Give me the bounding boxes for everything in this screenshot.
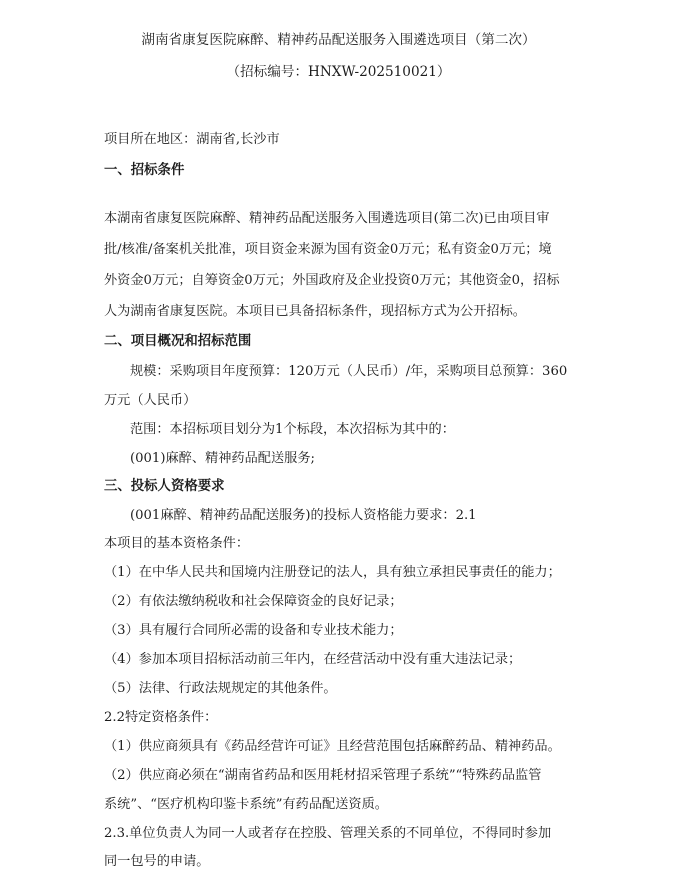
budget-line-cont: 万元（人民币）	[104, 393, 197, 408]
special-conditions-title: 2.2特定资格条件：	[104, 710, 218, 725]
note-line: 2.3.单位负责人为同一人或者存在控股、管理关系的不同单位，不得同时参加	[104, 826, 552, 841]
basic-condition-item: （5）法律、行政法规规定的其他条件。	[104, 681, 337, 696]
tender-number: （招标编号：HNXW-202510021）	[226, 64, 451, 80]
document-title: 湖南省康复医院麻醉、精神药品配送服务入围遴选项目（第二次）	[141, 32, 536, 48]
basic-conditions-title: 本项目的基本资格条件：	[104, 536, 250, 551]
section-1-paragraph-line: 外资金0万元；自筹资金0万元；外国政府及企业投资0万元；其他资金0，招标	[104, 273, 560, 288]
special-condition-item-cont: 系统”、“医疗机构印鉴卡系统”有药品配送资质。	[104, 797, 388, 812]
budget-line: 规模：采购项目年度预算：120万元（人民币）/年，采购项目总预算：360	[130, 364, 568, 379]
special-condition-item: （2）供应商必须在“湖南省药品和医用耗材招采管理子系统”“特殊药品监管	[104, 768, 542, 783]
scope-line: 范围：本招标项目划分为1个标段，本次招标为其中的：	[130, 422, 455, 437]
section-1-paragraph-line: 批/核准/备案机关批准，项目资金来源为国有资金0万元；私有资金0万元；境	[104, 242, 552, 257]
section-1-heading: 一、招标条件	[104, 163, 185, 178]
basic-condition-item: （2）有依法缴纳税收和社会保障资金的良好记录；	[104, 594, 403, 609]
note-line-cont: 同一包号的申请。	[104, 854, 210, 869]
section-1-paragraph-line: 本湖南省康复医院麻醉、精神药品配送服务入围遴选项目(第二次)已由项目审	[104, 211, 550, 226]
section-2-heading: 二、项目概况和招标范围	[104, 334, 252, 349]
special-condition-item: （1）供应商须具有《药品经营许可证》且经营范围包括麻醉药品、精神药品。	[104, 739, 561, 754]
basic-condition-item: （4）参加本项目招标活动前三年内，在经营活动中没有重大违法记录；	[104, 652, 522, 667]
project-region: 项目所在地区：湖南省,长沙市	[104, 132, 280, 147]
section-1-paragraph-line: 人为湖南省康复医院。本项目已具备招标条件，现招标方式为公开招标。	[104, 304, 526, 319]
lot-line: (001)麻醉、精神药品配送服务;	[130, 451, 315, 466]
basic-condition-item: （1）在中华人民共和国境内注册登记的法人，具有独立承担民事责任的能力；	[104, 565, 561, 580]
basic-condition-item: （3）具有履行合同所必需的设备和专业技术能力；	[104, 623, 403, 638]
capability-line: (001麻醉、精神药品配送服务)的投标人资格能力要求：2.1	[130, 508, 477, 523]
section-3-heading: 三、投标人资格要求	[104, 479, 225, 494]
